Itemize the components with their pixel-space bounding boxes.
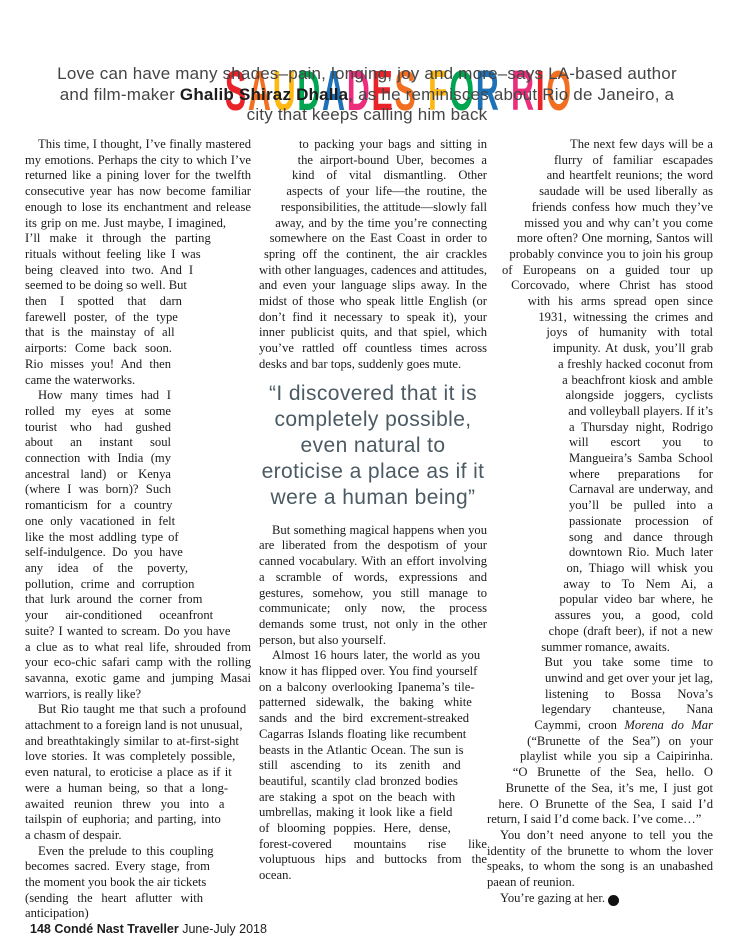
title-letter: A (322, 59, 348, 123)
title-letter: O (449, 59, 477, 123)
traveller-end-mark-icon: T (608, 895, 619, 906)
title-letter: I (536, 59, 547, 123)
text-column-3 (487, 137, 713, 929)
title-letter: R (511, 59, 537, 123)
issue-date: June-July 2018 (182, 922, 267, 936)
pull-quote: “I discovered that it is completely possible, even natural to eroticise a place as if it were a human being” (261, 381, 485, 509)
paragraph: This time, I thought, I’ve finally mastered my emotions. Perhaps the city to which I’ve returned like a pining lover for the twelfth consecutive year has now become familiar enough to lose its enchantment and release its grip on me. Just maybe, I imagined, I’ll make it through the parting rituals without feeling like I was being cleaved into two. And I seemed to be doing so well. But then I spotted that darn farewell poster, of the type that is the mainstay of all airports: Come back soon. Rio misses you! And then came the waterworks. (25, 137, 251, 387)
paragraph: How many times had I rolled my eyes at some tourist who had gushed about an instant soul connection with India (my ancestral land) or Kenya (where I was born)? Such romanticism for a country one only vacationed in felt like the most addling type of self-indulgence. Do you have any idea of the poverty, pollution, crime and corruption that lurk around the corner from your air-conditioned oceanfront suite? I wanted to scream. Do you have a clue as to what real life, shrouded from your eco-chic safari camp with the rolling savanna, exotic game and jumping Masai warriors, is really like? (25, 388, 251, 701)
text-column-2 (259, 137, 487, 929)
author-name: Ghalib Shiraz Dhalla (179, 84, 349, 104)
paragraph-text: But you take some time to unwind and get over your jet lag, listening to Bossa Nova’s legendary chanteuse, Nana Caymmi, croon (534, 655, 713, 733)
paragraph (259, 648, 487, 884)
page-number: 148 (30, 922, 51, 936)
title-letter: E (371, 59, 395, 123)
standfirst-text: , as he reminisces about Rio de Janeiro, a city that keeps calling him back (246, 84, 675, 125)
title-letter: O (546, 59, 574, 123)
standfirst-text: Love can have many shades–pain, longing, joy and more–says LA-based author and film-maker (57, 64, 677, 104)
page-footer (30, 922, 267, 936)
title-letter: S (394, 59, 418, 123)
paragraph: Even the prelude to this coupling becomes sacred. Every stage, from the moment you book the air tickets (sending the heart aflutter with anticipation) (25, 843, 214, 921)
title-letter: R (476, 59, 501, 123)
paragraph: But Rio taught me that such a profound attachment to a foreign land is not unusual, and breathtakingly similar to at-first-sight love stories. It was completely possible, even natural, to eroticise a place as if it were a human being, so that a long-awaited reunion threw you into a tailspin of euphoria; and parting, into a chasm of despair. (25, 702, 247, 842)
paragraph-text: Almost 16 hours later, the world as you know it has flipped over. You find yourself on a balcony overlooking Ipanema’s tile-patterned sidewalk, the baking white sands and the bird excrement-streaked Cagarras Islands floating like recumbent beasts in the Atlantic Ocean. The sun is still ascending to its zenith and beautiful, scantily clad bronzed bodies are staking a spot on the beach with umbrellas, making it look like a field of blooming poppies. Here, dense, forest-covered mountains rise like voluptuous hips and buttocks from the ocean. (259, 648, 487, 883)
paragraph-text: (“Brunette of the Sea”) on your playlist while you sip a Caipirinha. “O Brunette of the Sea, hello. O Brunette of the Sea, it’s me, I just got here. O Brunette of the Sea, I said I’d return, I said I’d come back. I’ve come…” (487, 733, 713, 827)
magazine-name: Condé Nast Traveller (54, 922, 179, 936)
paragraph (487, 891, 713, 907)
paragraph: The next few days will be a flurry of familiar escapades and heartfelt reunions; the word saudade will be used liberally as friends confess how much they’ve missed you and why can’t you come more often? One morning, Santos will probably convince you to join his group of Europeans on a guided tour up Corcovado, where Christ has stood with his arms spread open since 1931, witnessing the crimes and joys of humanity with total impunity. At dusk, you’ll grab a freshly hacked coconut from a beachfront kiosk and amble alongside joggers, cyclists and volleyball players. If it’s a Thursday night, Rodrigo will escort you to Mangueira’s Samba School where preparations for Carnaval are underway, and you’ll be pulled into a passionate procession of song and dance through downtown Rio. Much later on, Thiago will whisk you away to To Nem Ai, a popular video bar where, he assures you, a good, cold chope (draft beer), if not a new summer romance, awaits. (502, 137, 713, 654)
song-title: Morena do Mar (624, 718, 713, 733)
title-letter: D (347, 59, 372, 123)
paragraph: You don’t need anyone to tell you the identity of the brunette to whom the lover speaks, to whom the song is an unabashed paean of reunion. (487, 827, 713, 890)
paragraph: But something magical happens when you are liberated from the despotism of your canned vocabulary. With an effort involving a scramble of words, expressions and gestures, somehow, you still manage to communicate; only now, the process demands some trust, not only in the other person, but also yourself. (259, 522, 487, 647)
paragraph-text: You’re gazing at her. (500, 890, 606, 905)
title-letter: D (297, 59, 323, 123)
title-letter: F (428, 59, 450, 123)
title-letter: S (225, 59, 249, 123)
text-column-1 (25, 137, 251, 929)
paragraph: to packing your bags and sitting in the airport-bound Uber, becomes a kind of vital dismantling. Other aspects of your life—the routine, the responsibilities, the attitude—slowly fall away, and by the time you’re connecting somewhere on the East Coast in order to spring off the continent, the air crackles with other languages, cadences and attitudes, and even your language slips away. In the midst of those who speak little English (or don’t find it necessary to speak it), your inner publicist quits, and that spiel, which you’ve rattled off countless times across desks and bar tops, suddenly goes mute. (259, 137, 487, 371)
title-letter: U (272, 59, 298, 123)
article-standfirst (57, 64, 677, 126)
title-letter: A (248, 59, 273, 123)
